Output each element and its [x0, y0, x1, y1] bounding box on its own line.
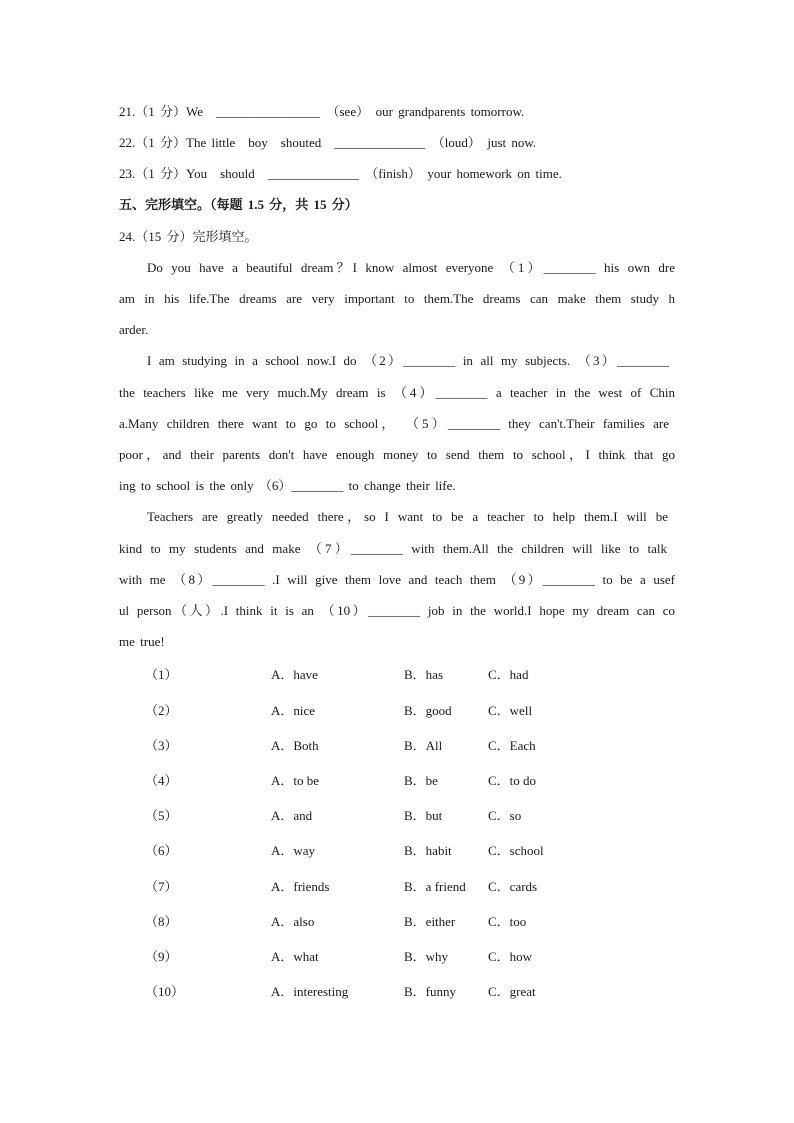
option-number: （7） — [145, 879, 178, 894]
option-a: A．also — [271, 914, 315, 929]
option-b: B．a friend — [404, 879, 466, 894]
option-row — [145, 878, 665, 896]
option-number: （1） — [145, 667, 178, 682]
option-number: （3） — [145, 738, 178, 753]
option-row — [145, 913, 665, 931]
question-24-header: 24.（15 分）完形填空。 — [119, 229, 258, 244]
passage-line: ul person（人）.I think it is an （10）________ job in the world.I hope my dream can co — [119, 603, 675, 618]
option-c: C．too — [488, 914, 527, 929]
option-b: B．habit — [404, 843, 452, 858]
passage-line: ing to school is the only （6）________ to change their life. — [119, 478, 456, 493]
option-a: A．friends — [271, 879, 330, 894]
passage-line: am in his life.The dreams are very important to them.The dreams can make them study h — [119, 291, 675, 306]
option-c: C．well — [488, 703, 533, 718]
passage-line: Teachers are greatly needed there，so I want to be a teacher to help them.I will be — [147, 509, 668, 524]
option-c: C．Each — [488, 738, 536, 753]
option-a: A．what — [271, 949, 319, 964]
option-c: C．to do — [488, 773, 537, 788]
passage-line: I am studying in a school now.I do （2）________ in all my subjects. （3）________ — [147, 353, 669, 368]
question-21: 21.（1 分）We ________________ （see） our grandparents tomorrow. — [119, 104, 525, 119]
option-b: B．funny — [404, 984, 457, 999]
option-row — [145, 948, 665, 966]
option-b: B．All — [404, 738, 443, 753]
option-a: A．interesting — [271, 984, 349, 999]
option-a: A．Both — [271, 738, 319, 753]
option-c: C．cards — [488, 879, 538, 894]
option-a: A．nice — [271, 703, 316, 718]
passage-line: a.Many children there want to go to school， （5）________ they can't.Their families are — [119, 416, 669, 431]
option-a: A．have — [271, 667, 318, 682]
option-row — [145, 772, 665, 790]
option-row — [145, 702, 665, 720]
option-row — [145, 807, 665, 825]
option-c: C．so — [488, 808, 522, 823]
option-number: （10） — [145, 984, 185, 999]
option-number: （6） — [145, 843, 178, 858]
option-row — [145, 983, 665, 1001]
option-b: B．either — [404, 914, 456, 929]
option-a: A．and — [271, 808, 313, 823]
option-b: B．good — [404, 703, 452, 718]
option-c: C．great — [488, 984, 536, 999]
passage-line: arder. — [119, 322, 149, 337]
option-b: B．has — [404, 667, 444, 682]
option-row — [145, 737, 665, 755]
passage-line: the teachers like me very much.My dream is （4）________ a teacher in the west of Chin — [119, 385, 675, 400]
option-a: A．to be — [271, 773, 320, 788]
passage-line: Do you have a beautiful dream？I know almost everyone （1）________ his own dre — [147, 260, 675, 275]
option-number: （5） — [145, 808, 178, 823]
passage-line: poor，and their parents don't have enough money to send them to school，I think that go — [119, 447, 675, 462]
option-c: C．how — [488, 949, 533, 964]
option-c: C．had — [488, 667, 529, 682]
option-number: （4） — [145, 773, 178, 788]
option-row — [145, 842, 665, 860]
option-b: B．but — [404, 808, 443, 823]
option-a: A．way — [271, 843, 316, 858]
option-b: B．be — [404, 773, 438, 788]
option-number: （9） — [145, 949, 178, 964]
section-title: 五、完形填空。（每题 1.5 分，共 15 分） — [119, 197, 358, 212]
passage-line: kind to my students and make （7）________ with them.All the children will like to talk — [119, 541, 667, 556]
option-b: B．why — [404, 949, 449, 964]
passage-line: me true! — [119, 634, 165, 649]
question-23: 23.（1 分）You should ______________ （finish） your homework on time. — [119, 166, 562, 181]
option-number: （2） — [145, 703, 178, 718]
option-number: （8） — [145, 914, 178, 929]
option-c: C．school — [488, 843, 544, 858]
question-22: 22.（1 分）The little boy shouted ______________ （loud） just now. — [119, 135, 537, 150]
option-row — [145, 666, 665, 684]
passage-line: with me （8）________ .I will give them love and teach them （9）________ to be a usef — [119, 572, 675, 587]
